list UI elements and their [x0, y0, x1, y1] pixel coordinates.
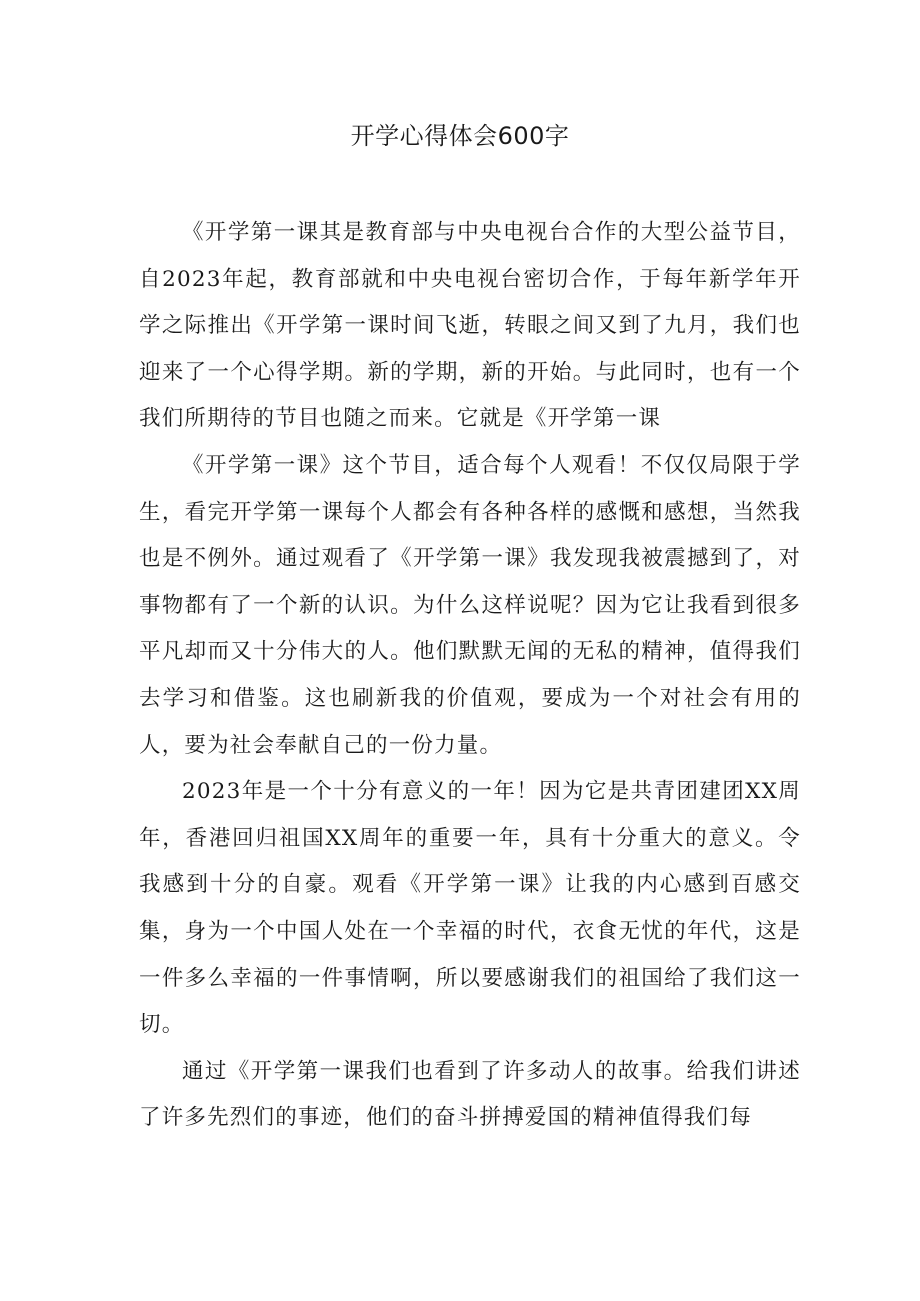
paragraph-1: 《开学第一课其是教育部与中央电视台合作的大型公益节目，自2023年起，教育部就和中央电视台密切合作，于每年新学年开学之际推出《开学第一课时间飞逝，转眼之间又到了九月，我们也迎来了一个心得学期。新的学期，新的开始。与此同时，也有一个我们所期待的节目也随之而来。它就是《开学第一课 [139, 220, 801, 432]
paragraph-3: 2023年是一个十分有意义的一年！因为它是共青团建团XX周年，香港回归祖国XX周年的重要一年，具有十分重大的意义。令我感到十分的自豪。观看《开学第一课》让我的内心感到百感交集，身为一个中国人处在一个幸福的时代，衣食无忧的年代，这是一件多么幸福的一件事情啊，所以要感谢我们的祖国给了我们这一切。 [139, 779, 801, 1038]
paragraph-2: 《开学第一课》这个节目，适合每个人观看！不仅仅局限于学生，看完开学第一课每个人都会有各种各样的感慨和感想，当然我也是不例外。通过观看了《开学第一课》我发现我被震撼到了，对事物都有了一个新的认识。为什么这样说呢？因为它让我看到很多平凡却而又十分伟大的人。他们默默无闻的无私的精神，值得我们去学习和借鉴。这也刷新我的价值观，要成为一个对社会有用的人，要为社会奉献自己的一份力量。 [139, 452, 801, 758]
document-body [139, 210, 801, 1142]
paragraph-4: 通过《开学第一课我们也看到了许多动人的故事。给我们讲述了许多先烈们的事迹，他们的奋斗拼搏爱国的精神值得我们每 [139, 1058, 801, 1131]
document-title: 开学心得体会600字 [350, 122, 570, 150]
